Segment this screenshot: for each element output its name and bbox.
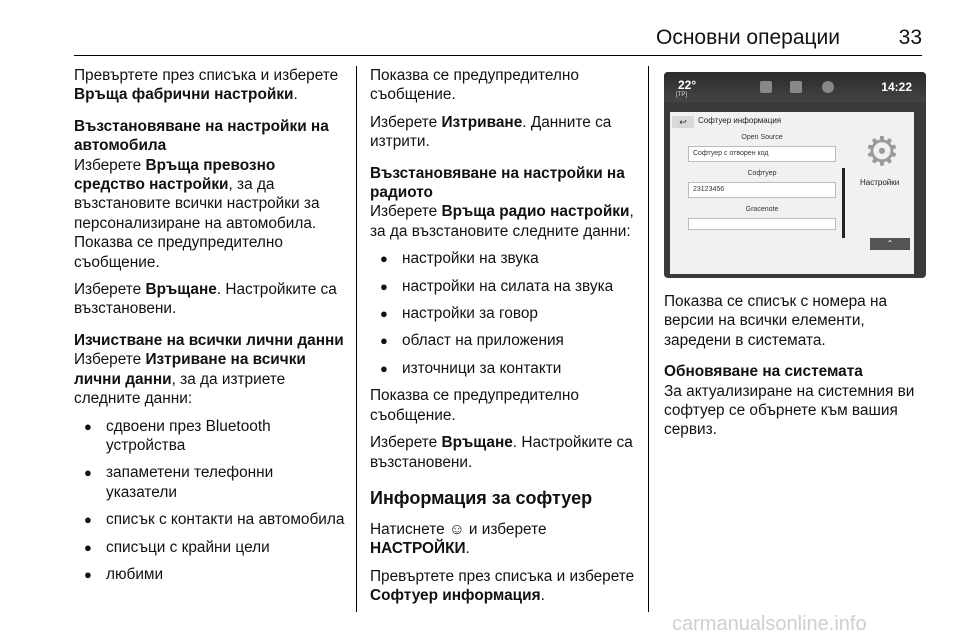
settings-label: Настройки [860,178,900,187]
column-1 [74,66,346,592]
list-item: ● източници за контакти [370,359,642,378]
paragraph: Изберете Връщане. Настройките са възстановени. [74,281,337,318]
temperature: 22° [678,78,697,92]
home-icon: ☺ [448,520,465,538]
scrollbar [842,168,845,238]
info-icon [822,81,834,93]
paragraph: Показва се предупредително съобщение. [370,67,579,104]
list-item: ● област на приложения [370,331,642,350]
section-heading-large: Информация за софтуер [370,487,593,508]
bullet-list [370,249,642,378]
page-number: 33 [898,26,922,49]
list-item: ● любими [74,565,346,584]
list-item: ● списък с контакти на автомобила [74,510,346,529]
gracenote-box [688,218,836,230]
gear-icon: ⚙ [864,130,900,174]
paragraph: Превъртете през списъка и изберете Връща фабрични настройки. [74,67,339,104]
paragraph: Превъртете през списъка и изберете Софтуер информация. [370,567,635,605]
paragraph: Изберете Връща превозно средство настройки, за да възстановите всички настройки за персонализиране на автомобила. Показва се предупредително съобщение. [74,156,320,271]
column-divider [648,66,649,612]
back-icon: ↩ [672,116,694,128]
list-item: ● настройки за говор [370,304,642,323]
list-item: ● запаметени телефонни указатели [74,463,346,502]
paragraph: Натиснете ☺ и изберете НАСТРОЙКИ. [370,520,547,558]
paragraph: За актуализиране на системния ви софтуер се обърнете към вашия сервиз. [664,382,915,439]
software-box: 23123456 [688,182,836,198]
header-rule [74,55,922,56]
section-heading: Изчистване на всички лични данни [74,331,344,349]
infotainment-screen-image [664,72,926,278]
page-header [0,0,960,64]
software-label: Софтуер [747,170,777,177]
list-item: ● настройки на силата на звука [370,277,642,296]
paragraph: Показва се списък с номера на версии на всички елементи, заредени в системата. [664,293,888,349]
paragraph: Изберете Връща радио настройки, за да възстановите следните данни: [370,203,634,240]
paragraph: Изберете Изтриване на всички лични данни, за да изтриете следните данни: [74,351,306,408]
section-heading: Възстановяване на настройки на радиото [370,164,625,202]
clock: 14:22 [881,80,912,94]
tp-indicator: [TP] [676,92,688,98]
open-source-box: Софтуер с отворен код [688,146,836,162]
watermark: carmanualsonline.info [672,613,867,635]
media-icon [760,81,772,93]
section-heading: Обновяване на системата [664,363,863,381]
phone-icon [790,81,802,93]
page-title: Основни операции [655,26,840,49]
list-item: ● сдвоени през Bluetooth устройства [74,417,346,456]
section-heading: Възстановяване на настройки на автомобила [74,117,329,155]
gracenote-label: Gracenote [745,206,779,213]
list-item: ● списъци с крайни цели [74,538,346,557]
open-source-label: Open Source [741,134,783,141]
column-2 [370,66,642,614]
list-item: ● настройки на звука [370,249,642,268]
panel-title: Софтуер информация [698,116,782,125]
paragraph: Изберете Връщане. Настройките са възстановени. [370,434,633,471]
paragraph: Изберете Изтриване. Данните са изтрити. [370,113,612,151]
chevron-up-icon: ⌃ [870,238,910,250]
status-bar [664,72,926,102]
column-3 [664,292,926,448]
column-divider [356,66,357,612]
bullet-list [74,417,346,585]
paragraph: Показва се предупредително съобщение. [370,387,579,424]
